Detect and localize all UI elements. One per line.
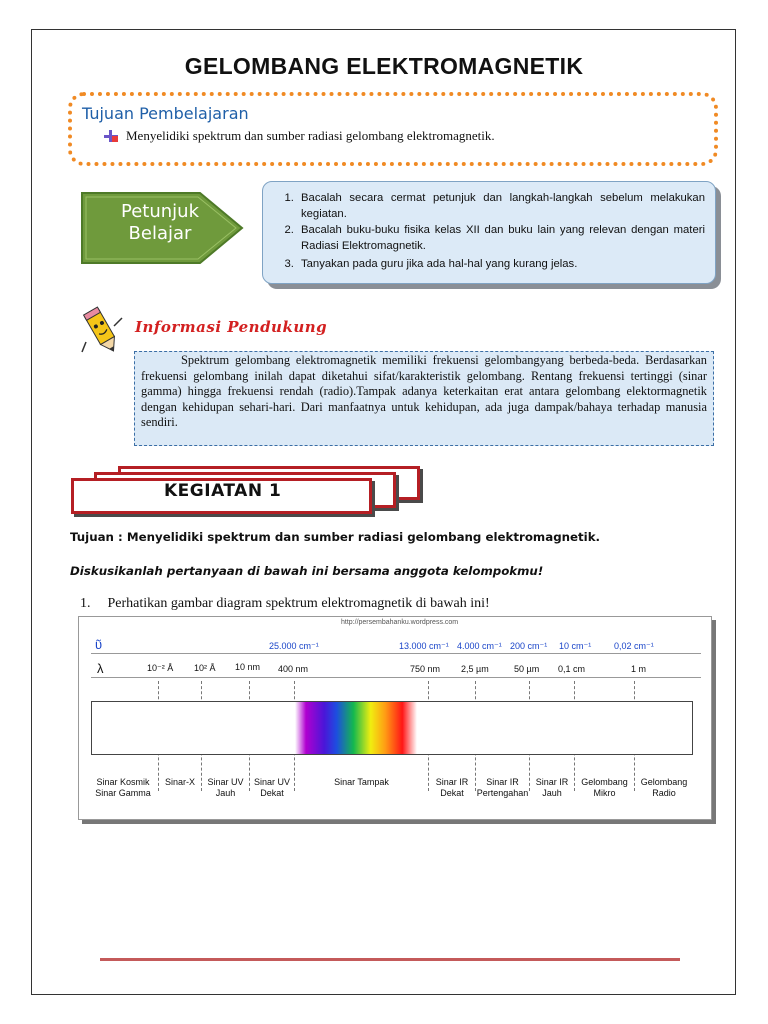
question-text: Perhatikan gambar diagram spektrum elektromagnetik di bawah ini! [107,596,490,611]
petunjuk-steps-list [269,190,705,272]
petunjuk-arrow [80,191,246,270]
tujuan-heading: Tujuan Pembelajaran [82,104,249,123]
informasi-text: Spektrum gelombang elektromagnetik memiliki frekuensi gelombangyang berbeda-beda. Berdasarkan frekuensi gelombang inilah dapat diketahui sifat/karakteristik gelombang. Rentang frekuensi tertinggi (sinar gamma) hingga frekuensi rendah (radio).Tampak adanya keterkaitan erat antara gelombang elektormagnetik dengan kehidupan sehari-hari. Dari manfaatnya untuk kehidupan, ada juga dampak/bahaya terhadap manusia sendiri. [141,353,707,430]
wavelength-label: 0,1 cm [558,664,586,674]
tujuan-item: Menyelidiki spektrum dan sumber radiasi gelombang elektromagnetik. [126,128,495,143]
region-label: Sinar IR Jauh [535,777,569,798]
wavenumber-label: 25.000 cm⁻¹ [269,641,319,651]
wavelength-label: 400 nm [278,664,309,674]
page-title: GELOMBANG ELEKTROMAGNETIK [184,53,584,79]
pencil-mascot-icon [80,306,124,361]
wavenumber-label: 10 cm⁻¹ [559,641,592,651]
wavelength-label: 10 nm [235,662,261,672]
region-label: Gelombang Radio [640,777,688,798]
region-label: Sinar-X [164,777,195,787]
region-label: Sinar UV Dekat [253,777,290,798]
region-label: Sinar UV Jauh [207,777,244,798]
wavelength-label: 50 µm [514,664,540,674]
wavenumber-symbol: ῦ [95,637,103,652]
petunjuk-steps-box [262,181,716,284]
footer-divider [100,958,680,961]
kegiatan-label: KEGIATAN 1 [164,481,282,501]
spectrum-diagram [78,616,712,820]
informasi-heading: Informasi Pendukung [135,318,328,336]
question-number: 1. [80,596,91,611]
bullet-icon [104,130,118,142]
wavelength-label: 750 nm [410,664,441,674]
wavenumber-label: 13.000 cm⁻¹ [399,641,449,651]
region-label: Sinar IR Pertengahan [476,777,529,798]
wavenumber-label: 4.000 cm⁻¹ [457,641,502,651]
informasi-box [134,351,714,446]
wavelength-label: 1 m [631,664,647,674]
region-label: Sinar Tampak [334,777,389,787]
spectrum-source: http://persembahanku.wordpress.com [341,619,459,626]
region-label: Sinar IR Dekat [435,777,469,798]
question-1 [80,596,490,612]
wavelength-symbol: λ [97,661,104,676]
kegiatan-instruction: Diskusikanlah pertanyaan di bawah ini bersama anggota kelompokmu! [70,564,544,578]
petunjuk-label-line1: Petunjuk [121,201,199,222]
wavelength-label: 10⁻² Å [147,663,174,673]
petunjuk-label-line2: Belajar [128,223,192,244]
wavenumber-label: 0,02 cm⁻¹ [614,641,654,651]
wavenumber-label: 200 cm⁻¹ [510,641,548,651]
region-label: Gelombang Mikro [581,777,628,798]
petunjuk-step: 1. Bacalah secara cermat petunjuk dan langkah-langkah sebelum melakukan kegiatan. [297,190,705,222]
kegiatan-tujuan: Tujuan : Menyelidiki spektrum dan sumber radiasi gelombang elektromagnetik. [70,530,601,544]
petunjuk-label [80,201,240,245]
petunjuk-step: 2. Bacalah buku-buku fisika kelas XII dan buku lain yang relevan dengan materi Radiasi Elektromagnetik. [297,222,705,254]
region-label: Sinar Kosmik Sinar Gamma [95,777,151,798]
wavelength-label: 2,5 µm [461,664,489,674]
row-divider [91,677,701,678]
visible-light-gradient [295,702,417,754]
tujuan-bullet-row [104,128,495,144]
petunjuk-step: 3. Tanyakan pada guru jika ada hal-hal yang kurang jelas. [297,256,705,272]
wavelength-label: 10² Å [194,663,216,673]
row-divider [91,653,701,654]
